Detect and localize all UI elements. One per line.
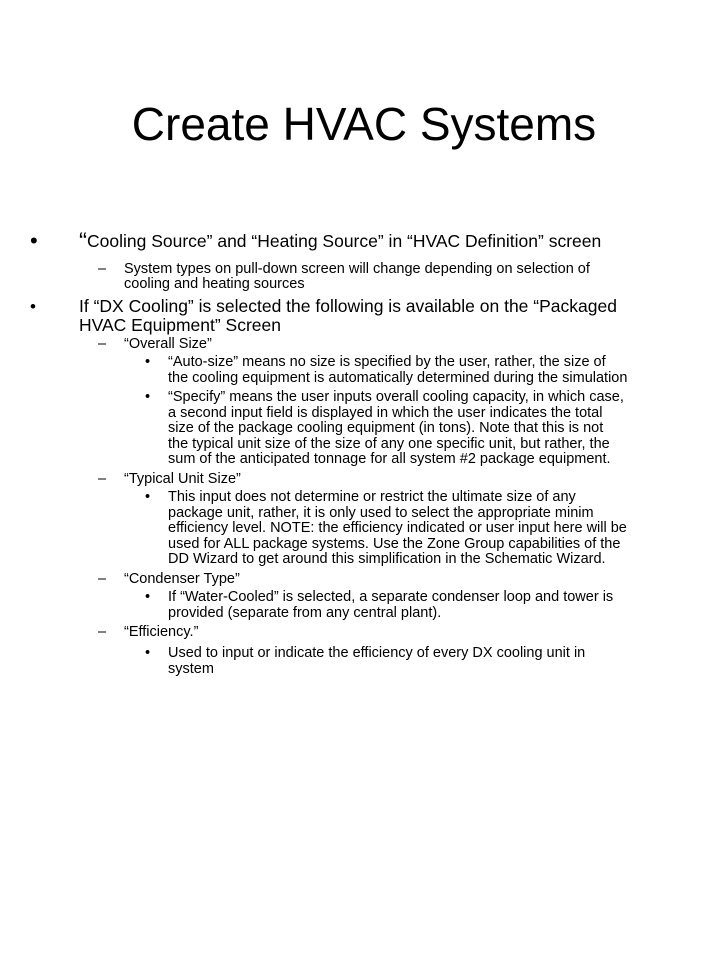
sub-typical-unit-size-label: “Typical Unit Size” — [124, 471, 241, 487]
sub-condenser-type-label: “Condenser Type” — [124, 571, 240, 587]
bullet-1-open-quote: “ — [79, 228, 87, 255]
bullet-marker: • — [145, 354, 151, 370]
overall-size-bullet-1-line-2: the cooling equipment is automatically determined during the simulation — [168, 370, 628, 386]
typical-unit-size-bullet-1-line-5: DD Wizard to get around this simplification in the Schematic Wizard. — [168, 551, 606, 567]
dash-marker: – — [98, 624, 107, 640]
condenser-type-bullet-1-line-2: provided (separate from any central plant). — [168, 605, 442, 621]
efficiency-bullet-1-line-2: system — [168, 661, 214, 677]
bullet-2-line-2: HVAC Equipment” Screen — [79, 315, 281, 335]
condenser-type-bullet-1-line-1: If “Water-Cooled” is selected, a separate condenser loop and tower is — [168, 589, 614, 605]
bullet-marker: • — [30, 297, 36, 316]
overall-size-bullet-2-line-5: sum of the anticipated tonnage for all system #2 package equipment. — [168, 451, 611, 467]
dash-marker: – — [98, 471, 107, 487]
overall-size-bullet-1-line-1: “Auto-size” means no size is specified by the user, rather, the size of — [168, 354, 606, 370]
typical-unit-size-bullet-1-line-3: efficiency level. NOTE: the efficiency indicated or user input here will be — [168, 520, 627, 536]
sub-overall-size-label: “Overall Size” — [124, 336, 212, 352]
bullet-2-line-1: If “DX Cooling” is selected the following is available on the “Packaged — [79, 296, 617, 316]
dash-marker: – — [98, 571, 107, 587]
overall-size-bullet-2-line-4: the typical unit size of the size of any one specific unit, but rather, the — [168, 436, 610, 452]
overall-size-bullet-2-line-3: size of the package cooling equipment (in tons). Note that this is not — [168, 420, 604, 436]
bullet-marker: • — [145, 589, 151, 605]
overall-size-bullet-2-line-1: “Specify” means the user inputs overall cooling capacity, in which case, — [168, 389, 624, 405]
dash-marker: – — [98, 261, 107, 277]
bullet-marker: • — [30, 228, 38, 253]
efficiency-bullet-1-line-1: Used to input or indicate the efficiency of every DX cooling unit in — [168, 645, 586, 661]
typical-unit-size-bullet-1-line-2: package unit, rather, it is only used to select the appropriate minim — [168, 505, 594, 521]
bullet-1-label: Cooling Source” and “Heating Source” in “HVAC Definition” screen — [87, 231, 602, 251]
sub-efficiency-label: “Efficiency.” — [124, 624, 199, 640]
sub-1-1-line-1: System types on pull-down screen will change depending on selection of — [124, 261, 590, 277]
bullet-marker: • — [145, 489, 151, 505]
typical-unit-size-bullet-1-line-4: used for ALL package systems. Use the Zone Group capabilities of the — [168, 536, 621, 552]
bullet-marker: • — [145, 645, 151, 661]
slide-title: Create HVAC Systems — [131, 98, 597, 150]
dash-marker: – — [98, 336, 107, 352]
bullet-marker: • — [145, 389, 151, 405]
bullet-1-text — [79, 228, 602, 255]
typical-unit-size-bullet-1-line-1: This input does not determine or restrict the ultimate size of any — [168, 489, 576, 505]
overall-size-bullet-2-line-2: a second input field is displayed in which the user indicates the total — [168, 405, 603, 421]
sub-1-1-line-2: cooling and heating sources — [124, 276, 305, 292]
